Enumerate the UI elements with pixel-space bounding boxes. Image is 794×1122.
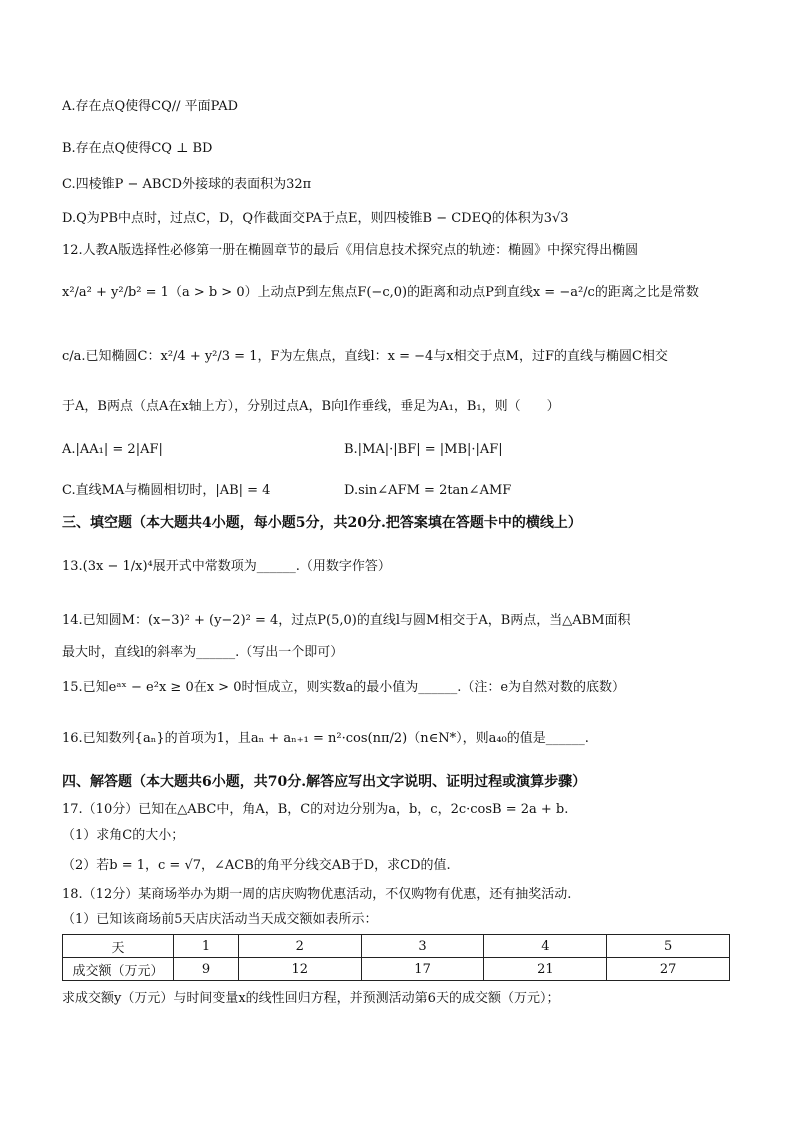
table-cell: 4 — [484, 935, 607, 958]
question-18-after-table: 求成交额y（万元）与时间变量x的线性回归方程，并预测活动第6天的成交额（万元）； — [62, 991, 560, 1006]
question-12-line2: x²/a² + y²/b² = 1（a > b > 0）上动点P到左焦点F(−c,0)的距离和动点P到直线x = −a²/c的距离之比是常数 — [62, 285, 699, 300]
question-12-line3: c/a.已知椭圆C：x²/4 + y²/3 = 1，F为左焦点，直线l：x = −4与x相交于点M，过F的直线与椭圆C相交 — [62, 349, 668, 364]
table-cell: 5 — [607, 935, 730, 958]
question-12-line1: 12.人教A版选择性必修第一册在椭圆章节的最后《用信息技术探究点的轨迹：椭圆》中探究得出椭圆 — [62, 243, 639, 258]
section-3-heading: 三、填空题（本大题共4小题，每小题5分，共20分.把答案填在答题卡中的横线上） — [62, 515, 582, 531]
question-16: 16.已知数列{aₙ}的首项为1，且aₙ + aₙ₊₁ = n²·cos(nπ/2)（n∈N*），则a₄₀的值是______. — [62, 731, 589, 746]
question-17-part1: （1）求角C的大小； — [62, 828, 185, 843]
table-row — [63, 958, 730, 981]
table-cell: 1 — [174, 935, 239, 958]
table-cell: 成交额（万元） — [63, 958, 174, 981]
question-14-line1: 14.已知圆M：(x−3)² + (y−2)² = 4，过点P(5,0)的直线l与圆M相交于A，B两点，当△ABM面积 — [62, 613, 631, 628]
table-cell: 3 — [361, 935, 484, 958]
question-18-part1: （1）已知该商场前5天店庆活动当天成交额如表所示： — [62, 912, 378, 927]
question-12-option-c: C.直线MA与椭圆相切时，|AB| = 4 — [62, 483, 271, 498]
option-d-11: D.Q为PB中点时，过点C，D，Q作截面交PA于点E，则四棱锥B − CDEQ的体积为3√3 — [62, 211, 569, 226]
table-cell: 12 — [238, 958, 361, 981]
table-cell: 17 — [361, 958, 484, 981]
option-b-11: B.存在点Q使得CQ ⊥ BD — [62, 141, 213, 156]
question-17-part2: （2）若b = 1，c = √7，∠ACB的角平分线交AB于D，求CD的值. — [62, 858, 451, 873]
question-12-option-b: B.|MA|·|BF| = |MB|·|AF| — [344, 442, 503, 457]
question-12-line4: 于A，B两点（点A在x轴上方），分别过点A，B向l作垂线，垂足为A₁，B₁，则（ ） — [62, 399, 560, 414]
question-13: 13.(3x − 1/x)⁴展开式中常数项为______.（用数字作答） — [62, 559, 391, 574]
table-cell: 2 — [238, 935, 361, 958]
question-14-line2: 最大时，直线l的斜率为______.（写出一个即可） — [62, 645, 344, 660]
section-4-heading: 四、解答题（本大题共6小题，共70分.解答应写出文字说明、证明过程或演算步骤） — [62, 774, 587, 790]
question-12-option-a: A.|AA₁| = 2|AF| — [62, 442, 163, 457]
question-12-option-d: D.sin∠AFM = 2tan∠AMF — [344, 483, 512, 498]
question-17: 17.（10分）已知在△ABC中，角A，B，C的对边分别为a，b，c，2c·cosB = 2a + b. — [62, 802, 569, 817]
table-row — [63, 935, 730, 958]
question-18: 18.（12分）某商场举办为期一周的店庆购物优惠活动，不仅购物有优惠，还有抽奖活动. — [62, 887, 572, 902]
table-cell: 天 — [63, 935, 174, 958]
table-cell: 27 — [607, 958, 730, 981]
option-a-11: A.存在点Q使得CQ// 平面PAD — [62, 99, 239, 114]
table-cell: 9 — [174, 958, 239, 981]
question-15: 15.已知eᵃˣ − e²x ≥ 0在x > 0时恒成立，则实数a的最小值为______.（注：e为自然对数的底数） — [62, 680, 626, 695]
option-c-11: C.四棱锥P − ABCD外接球的表面积为32π — [62, 177, 312, 192]
table-cell: 21 — [484, 958, 607, 981]
sales-table — [62, 934, 730, 981]
